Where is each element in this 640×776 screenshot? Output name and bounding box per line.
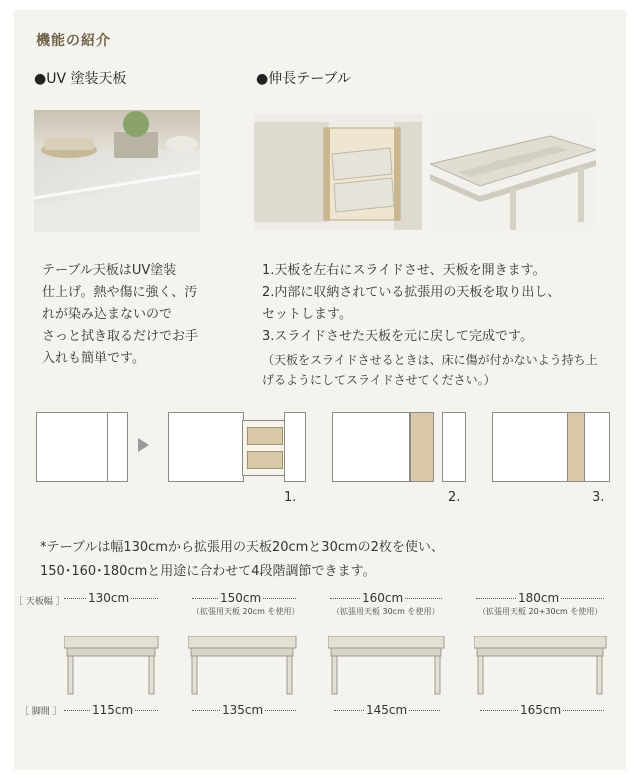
summary-line: 150･160･180cmと用途に合わせて4段階調節できます。: [40, 564, 376, 579]
width-130: [64, 590, 158, 606]
uv-line: 入れも簡単です。: [42, 351, 145, 366]
width-note: （拡張用天板 20cm を使用）: [192, 607, 300, 616]
extension-table-photo: [430, 114, 596, 230]
diagram-step2-left: [332, 412, 410, 482]
note-line: （天板をスライドさせるときは、床に傷が付かないよう持ち上: [262, 353, 598, 367]
extension-inside-photo: [254, 114, 422, 230]
diagram-step3-table: [492, 412, 610, 482]
width-value: 150cm: [220, 591, 262, 605]
leg-value: 165cm: [520, 703, 562, 717]
step-line: セットします。: [262, 307, 352, 322]
step-line: 2.内部に収納されている拡張用の天板を取り出し、: [262, 285, 561, 300]
diagram-closed-table: [36, 412, 128, 482]
uv-line: テーブル天板はUV塗装: [42, 263, 177, 278]
step-number-1: 1.: [284, 490, 297, 505]
table-180: [474, 636, 608, 696]
width-180: [476, 590, 604, 606]
table-130: [64, 636, 160, 696]
diagram-step2-right: [442, 412, 466, 482]
extension-steps: [262, 260, 622, 348]
width-160: [330, 590, 442, 606]
width-note: （拡張用天板 20+30cm を使用）: [478, 607, 603, 616]
section-title: 機能の紹介: [36, 33, 111, 49]
feature-page: [14, 10, 626, 770]
width-value: 160cm: [362, 591, 404, 605]
size-summary: [40, 536, 610, 584]
leg-value: 135cm: [222, 703, 264, 717]
label-leg-span: ［ 脚間 ］: [20, 707, 62, 717]
uv-tabletop-photo: [34, 110, 200, 232]
uv-description: [42, 260, 217, 370]
uv-line: 仕上げ。熱や傷に強く、汚: [42, 285, 198, 300]
step-line: 3.スライドさせた天板を元に戻して完成です。: [262, 329, 533, 344]
width-value: 180cm: [518, 591, 560, 605]
step-line: 1.天板を左右にスライドさせ、天板を開きます。: [262, 263, 546, 278]
diagram-step1-right: [284, 412, 306, 482]
extension-heading: ●伸長テーブル: [256, 71, 351, 87]
diagram-step1-left: [168, 412, 244, 482]
leg-165: [480, 702, 604, 718]
uv-line: れが染み込まないので: [42, 307, 173, 322]
diagram-step2-panel: [410, 412, 434, 482]
leg-145: [334, 702, 440, 718]
uv-line: さっと拭き取るだけでお手: [42, 329, 199, 344]
arrow-right-icon: [138, 438, 149, 452]
leg-value: 145cm: [366, 703, 408, 717]
note-line: げるようにしてスライドさせてください。）: [262, 373, 496, 387]
uv-heading: ●UV 塗装天板: [34, 71, 127, 87]
step-number-3: 3.: [592, 490, 605, 505]
leg-115: [64, 702, 158, 718]
width-value: 130cm: [88, 591, 130, 605]
extension-note: [262, 350, 622, 390]
table-150: [188, 636, 298, 696]
width-150: [192, 590, 296, 606]
step-number-2: 2.: [448, 490, 461, 505]
table-160: [328, 636, 446, 696]
label-top-width: ［ 天板幅 ］: [14, 597, 65, 607]
leg-value: 115cm: [92, 703, 134, 717]
leg-135: [192, 702, 296, 718]
width-note: （拡張用天板 30cm を使用）: [332, 607, 440, 616]
summary-line: *テーブルは幅130cmから拡張用の天板20cmと30cmの2枚を使い、: [40, 540, 444, 555]
